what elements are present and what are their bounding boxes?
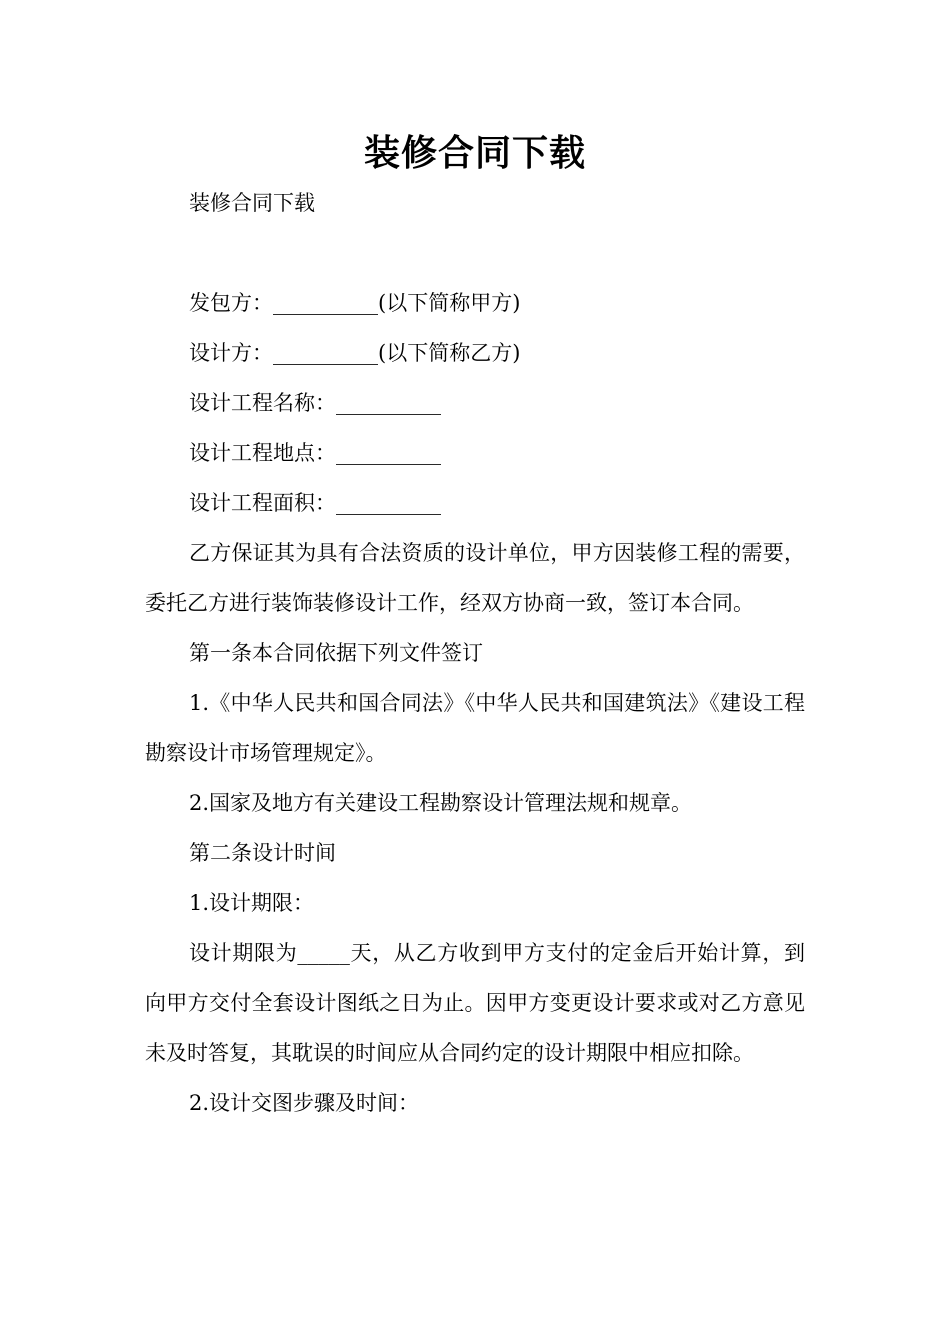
article-2-item-2: 2.设计交图步骤及时间： [189,1091,420,1115]
article-2-item-1: 1.设计期限： [189,891,315,915]
design-period-paragraph: 设计期限为_____天，从乙方收到甲方支付的定金后开始计算，到向甲方交付全套设计图纸之日为止。因甲方变更设计要求或对乙方意见未及时答复，其耽误的时间应从合同约定的设计期限中相应扣除。 [145,941,805,1065]
project-area-line: 设计工程面积：__________ [189,491,441,515]
project-location-line: 设计工程地点：__________ [189,441,441,465]
project-name-line: 设计工程名称：__________ [189,391,441,415]
preamble-paragraph: 乙方保证其为具有合法资质的设计单位，甲方因装修工程的需要，委托乙方进行装饰装修设计工作，经双方协商一致，签订本合同。 [145,541,805,615]
blank-line [145,228,805,278]
article-1-item-1: 1.《中华人民共和国合同法》《中华人民共和国建筑法》《建设工程勘察设计市场管理规定》。 [145,691,805,765]
article-1-item-2: 2.国家及地方有关建设工程勘察设计管理法规和规章。 [189,791,693,815]
document-body [145,178,805,1128]
subtitle-paragraph: 装修合同下载 [189,191,315,215]
party-b-line: 设计方：__________(以下简称乙方) [189,341,521,365]
party-a-line: 发包方：__________(以下简称甲方) [189,291,521,315]
article-1-heading: 第一条本合同依据下列文件签订 [189,641,483,665]
document-title: 装修合同下载 [363,133,586,174]
article-2-heading: 第二条设计时间 [189,841,336,865]
